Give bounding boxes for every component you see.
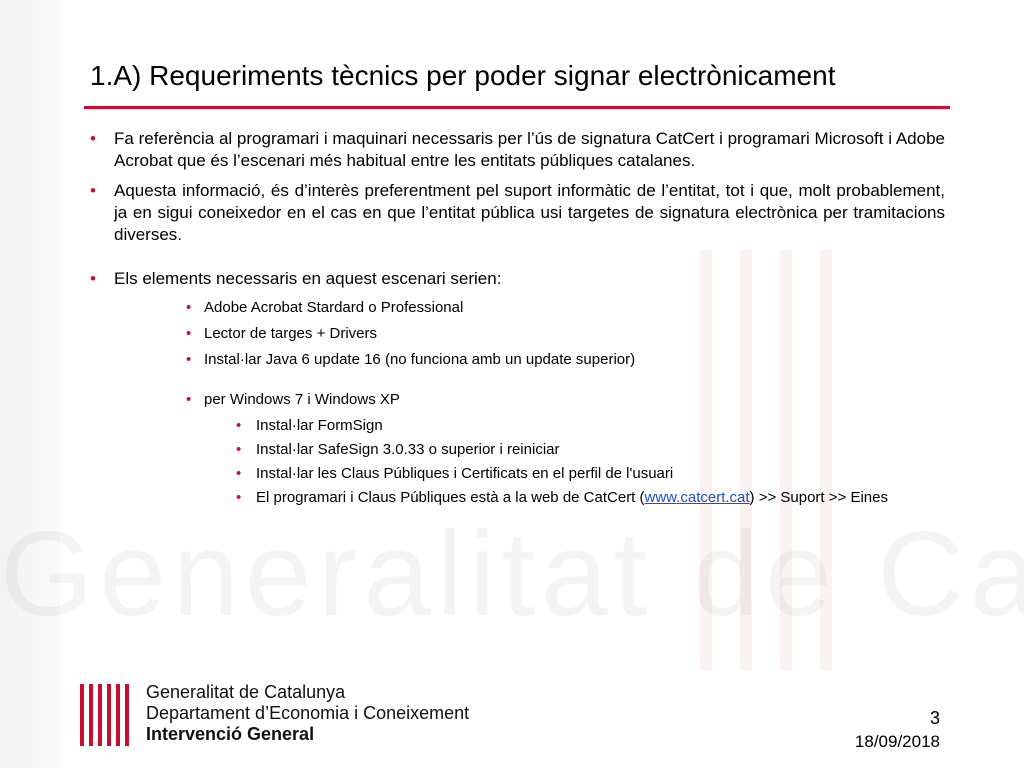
department-name: Departament d’Economia i Coneixement — [146, 703, 470, 723]
bullet-icon: • — [186, 391, 192, 408]
windows-step-text-tail: ) >> Suport >> Eines — [749, 489, 888, 506]
sub-item-text: Adobe Acrobat Stardard o Professional — [204, 299, 464, 316]
bullet-text: Els elements necessaris en aquest escenari serien: — [114, 269, 502, 288]
sub-item — [186, 350, 945, 370]
bullet-icon: • — [186, 351, 192, 368]
slide-date: 18/09/2018 — [854, 732, 940, 751]
windows-step-text: Instal·lar les Claus Públiques i Certificats en el perfil de l'usuari — [256, 465, 674, 482]
windows-step-text: Instal·lar SafeSign 3.0.33 o superior i reiniciar — [256, 441, 560, 458]
windows-step — [236, 416, 945, 436]
slide-content — [90, 128, 945, 512]
windows-step — [236, 464, 945, 484]
bullet-icon: • — [90, 181, 96, 200]
organization-logo — [76, 682, 522, 748]
bullet-icon: • — [186, 325, 192, 342]
windows-step — [236, 488, 945, 508]
page-number: 3 — [929, 708, 940, 728]
bullet-icon: • — [236, 441, 242, 458]
sub-item — [186, 390, 945, 410]
org-name: Generalitat de Catalunya — [146, 682, 346, 702]
windows-step-text: El programari i Claus Públiques està a la web de CatCert ( — [256, 489, 645, 506]
bullet-icon: • — [90, 129, 96, 148]
sub-item-text: Lector de targes + Drivers — [204, 325, 377, 342]
sub-item-text: Instal·lar Java 6 update 16 (no funciona amb un update superior) — [204, 351, 636, 368]
sub-item — [186, 324, 945, 344]
catcert-link[interactable]: www.catcert.cat — [644, 489, 750, 506]
bullet-icon: • — [236, 489, 242, 506]
bullet-text: Aquesta informació, és d’interès preferentment pel suport informàtic de l’entitat, tot i que, molt probablement, ja en sigui coneixedor en el cas en que l’entitat pública usi targetes de signatura electrònica per tramitacions diverses. — [114, 181, 945, 244]
sub-item — [186, 298, 945, 318]
windows-step-text: Instal·lar FormSign — [256, 417, 383, 434]
slide-title: 1.A) Requeriments tècnics per poder signar electrònicament — [90, 60, 836, 91]
windows-step — [236, 440, 945, 460]
bullet-icon: • — [236, 417, 242, 434]
bullet-text: Fa referència al programari i maquinari necessaris per l’ús de signatura CatCert i programari Microsoft i Adobe Acrobat que és l’escenari més habitual entre les entitats públiques catalanes. — [114, 129, 945, 170]
title-underline — [84, 106, 950, 109]
bullet-item — [90, 268, 945, 290]
bullet-icon: • — [90, 269, 96, 288]
bullet-item — [90, 128, 945, 172]
unit-name: Intervenció General — [146, 724, 315, 744]
bullet-icon: • — [236, 465, 242, 482]
bullet-item — [90, 180, 945, 246]
generalitat-flag-icon — [78, 684, 134, 746]
bullet-icon: • — [186, 299, 192, 316]
sub-item-text: per Windows 7 i Windows XP — [204, 391, 400, 408]
